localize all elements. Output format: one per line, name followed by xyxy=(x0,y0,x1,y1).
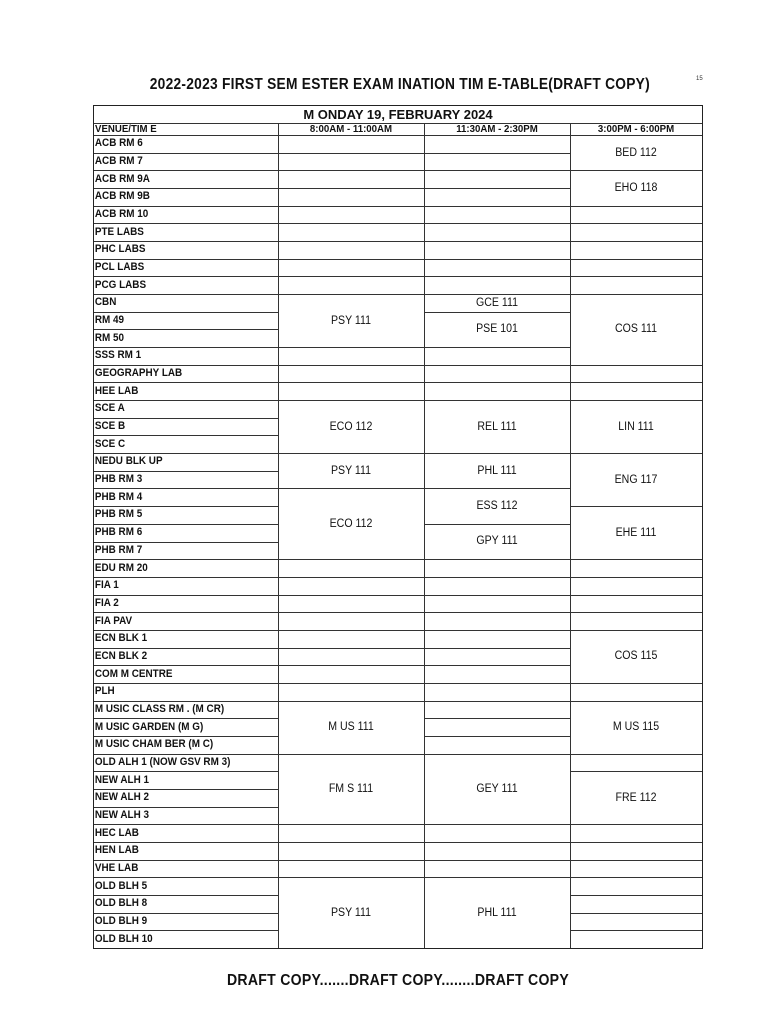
grid-line xyxy=(424,648,570,649)
grid-line xyxy=(570,382,702,383)
grid-line xyxy=(94,754,278,755)
grid-line xyxy=(94,683,278,684)
venue-name: ACB RM 9A xyxy=(94,172,150,185)
venue-name: EDU RM 20 xyxy=(94,561,148,574)
venue-name: NEW ALH 3 xyxy=(94,808,149,821)
venue-name: SCE B xyxy=(94,420,126,433)
grid-line xyxy=(94,418,278,419)
grid-line xyxy=(94,824,278,825)
venue-name: GEOGRAPHY LAB xyxy=(94,367,183,380)
grid-line xyxy=(278,241,424,242)
grid-line xyxy=(278,577,424,578)
grid-line xyxy=(94,736,278,737)
date-heading: M ONDAY 19, FEBRUARY 2024 xyxy=(303,107,493,122)
grid-line xyxy=(94,577,278,578)
venue-name: PHB RM 5 xyxy=(94,508,143,521)
grid-line xyxy=(278,630,424,631)
grid-line xyxy=(94,895,278,896)
exam-course: LIN 111 xyxy=(618,420,654,433)
grid-line xyxy=(570,206,702,207)
grid-line xyxy=(278,559,424,560)
grid-line xyxy=(570,259,702,260)
grid-line xyxy=(424,718,570,719)
grid-line xyxy=(94,789,278,790)
grid-line xyxy=(424,223,570,224)
grid-line xyxy=(278,206,424,207)
grid-line xyxy=(424,683,570,684)
venue-name: HEC LAB xyxy=(94,826,139,839)
grid-line xyxy=(94,930,278,931)
venue-name: FIA PAV xyxy=(94,614,133,627)
grid-line xyxy=(570,365,702,366)
grid-line xyxy=(570,123,571,948)
venue-name: ACB RM 10 xyxy=(94,208,149,221)
exam-course: PSY 111 xyxy=(330,314,371,327)
grid-line xyxy=(94,718,278,719)
exam-course: COS 111 xyxy=(615,323,657,336)
grid-line xyxy=(278,382,424,383)
grid-line xyxy=(94,400,278,401)
exam-course: ECO 112 xyxy=(329,517,373,530)
grid-line xyxy=(278,223,424,224)
grid-line xyxy=(94,435,278,436)
venue-name: PCL LABS xyxy=(94,261,145,274)
venue-name: PLH xyxy=(94,685,115,698)
exam-timetable xyxy=(93,105,703,949)
grid-line xyxy=(94,294,278,295)
grid-line xyxy=(424,701,570,702)
exam-course: PHL 111 xyxy=(477,906,517,919)
venue-name: RM 50 xyxy=(94,331,125,344)
grid-line xyxy=(94,312,278,313)
venue-name: OLD BLH 5 xyxy=(94,879,148,892)
grid-line xyxy=(94,630,278,631)
grid-line xyxy=(570,842,702,843)
draft-copy-footer: DRAFT COPY.......DRAFT COPY........DRAFT COPY xyxy=(226,972,569,989)
exam-course: M US 111 xyxy=(328,721,374,734)
grid-line xyxy=(94,648,278,649)
page-number: 15 xyxy=(696,76,703,82)
grid-line xyxy=(94,701,278,702)
grid-line xyxy=(278,595,424,596)
grid-line xyxy=(424,206,570,207)
grid-line xyxy=(278,188,424,189)
grid-line xyxy=(94,506,278,507)
grid-line xyxy=(424,595,570,596)
venue-name: CBN xyxy=(94,296,117,309)
grid-line xyxy=(94,771,278,772)
venue-name: SCE C xyxy=(94,437,126,450)
grid-line xyxy=(94,188,278,189)
time-slot-header: 3:00PM - 6:00PM xyxy=(597,123,675,135)
grid-line xyxy=(94,206,278,207)
grid-line xyxy=(94,365,278,366)
grid-line xyxy=(94,913,278,914)
grid-line xyxy=(570,276,702,277)
grid-line xyxy=(424,153,570,154)
exam-course: PSE 101 xyxy=(476,323,518,336)
venue-name: FIA 1 xyxy=(94,579,119,592)
grid-line xyxy=(94,595,278,596)
grid-line xyxy=(278,612,424,613)
grid-line xyxy=(570,754,702,755)
grid-line xyxy=(278,347,424,348)
exam-course: EHO 118 xyxy=(614,182,658,195)
grid-line xyxy=(94,807,278,808)
venue-name: OLD ALH 1 (NOW GSV RM 3) xyxy=(94,755,231,768)
grid-line xyxy=(570,877,702,878)
grid-line xyxy=(278,276,424,277)
venue-name: M USIC GARDEN (M G) xyxy=(94,720,204,733)
grid-line xyxy=(94,665,278,666)
venue-name: OLD BLH 9 xyxy=(94,914,148,927)
grid-line xyxy=(94,612,278,613)
venue-name: OLD BLH 8 xyxy=(94,897,148,910)
grid-line xyxy=(424,188,570,189)
grid-line xyxy=(278,259,424,260)
grid-line xyxy=(570,559,702,560)
grid-line xyxy=(424,612,570,613)
grid-line xyxy=(570,913,702,914)
grid-line xyxy=(424,577,570,578)
grid-line xyxy=(278,824,424,825)
exam-course: GCE 111 xyxy=(476,296,518,309)
grid-line xyxy=(94,223,278,224)
grid-line xyxy=(570,241,702,242)
grid-line xyxy=(94,877,278,878)
venue-name: NEW ALH 1 xyxy=(94,773,149,786)
grid-line xyxy=(94,524,278,525)
grid-line xyxy=(94,559,278,560)
venue-name: NEDU BLK UP xyxy=(94,455,163,468)
grid-line xyxy=(278,683,424,684)
exam-course: ECO 112 xyxy=(329,420,373,433)
venue-name: PCG LABS xyxy=(94,278,147,291)
venue-name: SSS RM 1 xyxy=(94,349,142,362)
grid-line xyxy=(570,824,702,825)
venue-name: PHB RM 7 xyxy=(94,543,143,556)
exam-course: PSY 111 xyxy=(330,464,371,477)
grid-line xyxy=(94,276,278,277)
grid-line xyxy=(94,471,278,472)
venue-name: PHC LABS xyxy=(94,243,146,256)
venue-name: PHB RM 6 xyxy=(94,526,143,539)
grid-line xyxy=(424,860,570,861)
grid-line xyxy=(94,347,278,348)
venue-name: ACB RM 6 xyxy=(94,137,143,150)
grid-line xyxy=(424,365,570,366)
document-title: 2022-2023 FIRST SEM ESTER EXAM INATION TIM E-TABLE(DRAFT COPY) xyxy=(149,76,650,93)
grid-line xyxy=(278,648,424,649)
grid-line xyxy=(94,170,278,171)
grid-line xyxy=(570,860,702,861)
grid-line xyxy=(570,612,702,613)
grid-line xyxy=(278,842,424,843)
time-slot-header: 8:00AM - 11:00AM xyxy=(309,123,393,135)
exam-course: PHL 111 xyxy=(477,464,517,477)
grid-line xyxy=(424,842,570,843)
time-slot-header: 11:30AM - 2:30PM xyxy=(456,123,538,135)
grid-line xyxy=(94,488,278,489)
venue-name: ACB RM 9B xyxy=(94,190,150,203)
grid-line xyxy=(278,860,424,861)
venue-name: PHB RM 4 xyxy=(94,490,143,503)
grid-line xyxy=(278,365,424,366)
grid-line xyxy=(424,824,570,825)
exam-course: REL 111 xyxy=(477,420,517,433)
grid-line xyxy=(278,153,424,154)
exam-course: FRE 112 xyxy=(615,791,657,804)
grid-line xyxy=(94,329,278,330)
grid-line xyxy=(424,241,570,242)
exam-course: COS 115 xyxy=(614,650,658,663)
grid-line xyxy=(424,259,570,260)
grid-line xyxy=(424,347,570,348)
exam-course: ESS 112 xyxy=(476,500,518,513)
exam-course: BED 112 xyxy=(615,146,657,159)
venue-name: ECN BLK 1 xyxy=(94,632,148,645)
grid-line xyxy=(94,542,278,543)
venue-name: PTE LABS xyxy=(94,225,144,238)
grid-line xyxy=(278,665,424,666)
grid-line xyxy=(424,630,570,631)
venue-time-header: VENUE/TIM E xyxy=(95,123,157,135)
grid-line xyxy=(570,223,702,224)
venue-name: HEE LAB xyxy=(94,384,139,397)
exam-course: PSY 111 xyxy=(330,906,371,919)
grid-line xyxy=(424,559,570,560)
venue-name: ECN BLK 2 xyxy=(94,649,148,662)
venue-name: RM 49 xyxy=(94,314,125,327)
grid-line xyxy=(424,276,570,277)
grid-line xyxy=(278,123,279,948)
grid-line xyxy=(570,683,702,684)
grid-line xyxy=(94,241,278,242)
grid-line xyxy=(94,842,278,843)
venue-name: SCE A xyxy=(94,402,125,415)
grid-line xyxy=(94,453,278,454)
exam-course: EHE 111 xyxy=(615,526,657,539)
grid-line xyxy=(424,382,570,383)
venue-name: NEW ALH 2 xyxy=(94,791,149,804)
venue-name: OLD BLH 10 xyxy=(94,932,153,945)
grid-line xyxy=(94,382,278,383)
venue-name: FIA 2 xyxy=(94,596,119,609)
venue-name: M USIC CHAM BER (M C) xyxy=(94,738,214,751)
venue-name: M USIC CLASS RM . (M CR) xyxy=(94,702,225,715)
exam-course: ENG 117 xyxy=(614,473,658,486)
grid-line xyxy=(94,259,278,260)
venue-name: COM M CENTRE xyxy=(94,667,173,680)
grid-line xyxy=(424,736,570,737)
grid-line xyxy=(570,895,702,896)
venue-name: PHB RM 3 xyxy=(94,473,143,486)
grid-line xyxy=(424,123,425,948)
exam-course: GEY 111 xyxy=(476,782,518,795)
grid-line xyxy=(424,170,570,171)
grid-line xyxy=(570,577,702,578)
venue-name: HEN LAB xyxy=(94,844,139,857)
exam-course: M US 115 xyxy=(612,721,660,734)
grid-line xyxy=(424,665,570,666)
venue-name: VHE LAB xyxy=(94,861,139,874)
venue-name: ACB RM 7 xyxy=(94,155,143,167)
grid-line xyxy=(570,595,702,596)
exam-course: GPY 111 xyxy=(476,535,518,548)
grid-line xyxy=(278,170,424,171)
exam-course: FM S 111 xyxy=(328,782,374,795)
grid-line xyxy=(94,153,278,154)
grid-line xyxy=(94,860,278,861)
grid-line xyxy=(570,930,702,931)
